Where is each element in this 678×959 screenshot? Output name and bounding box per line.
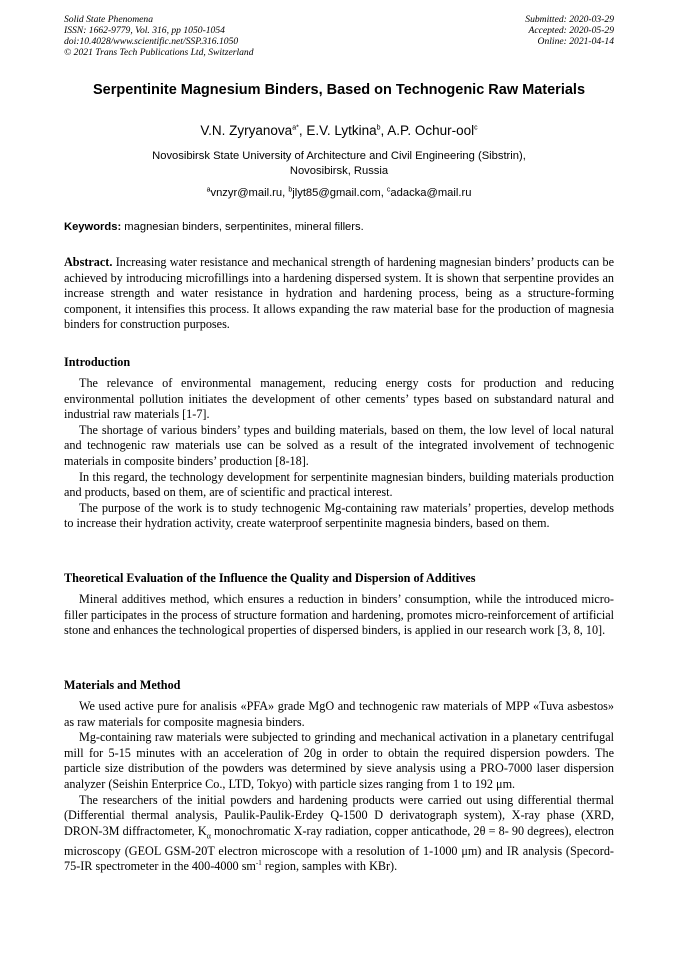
author-name: V.N. Zyryanova bbox=[200, 123, 293, 138]
author-marker: a* bbox=[292, 124, 299, 132]
author-separator: , bbox=[298, 123, 307, 138]
paragraph: The purpose of the work is to study technogenic Mg-containing raw materials’ properties, develop methods to increase their hydration activity, create waterproof serpentinite magnesia binders, based on them. bbox=[64, 500, 614, 531]
submitted-date: Submitted: 2020-03-29 bbox=[525, 14, 614, 25]
author-separator: , bbox=[380, 123, 388, 138]
affiliation-line: Novosibirsk State University of Architecture and Civil Engineering (Sibstrin), bbox=[152, 150, 526, 162]
affiliation bbox=[64, 149, 614, 179]
author-name: E.V. Lytkina bbox=[306, 123, 377, 138]
dates-header bbox=[525, 14, 614, 47]
section-heading-theory: Theoretical Evaluation of the Influence the Quality and Dispersion of Additives bbox=[64, 571, 476, 585]
keywords bbox=[64, 220, 614, 235]
methods-body bbox=[64, 699, 614, 875]
abstract bbox=[64, 255, 614, 333]
keywords-label: Keywords: bbox=[64, 221, 122, 233]
email-marker: a bbox=[206, 186, 211, 194]
section-heading-introduction: Introduction bbox=[64, 355, 131, 369]
text-run: monochromatic X-ray radiation, copper anticathode, 2θ = 8- 90 degrees), electron microscopy (GEOL GSM-20T electron microscope with a resolution of 1-1000 μm) and IR analysis (Specord-75-IR spectrometer in the 400-4000 sm bbox=[64, 823, 614, 874]
theory-body bbox=[64, 592, 614, 639]
abstract-text: Increasing water resistance and mechanical strength of hardening magnesian binders’ products can be achieved by introducing microfillings into a hardening dispersed system. It is shown that serpentine provides an increase strength and water resistance in hydration and hardening process, being as a structure-forming component, it intensifies this process. It allows expanding the raw material base for the production of magnesia binders for construction purposes. bbox=[64, 255, 614, 332]
affiliation-line: Novosibirsk, Russia bbox=[289, 165, 389, 177]
paragraph: Mg-containing raw materials were subjected to grinding and mechanical activation in a planetary centrifugal mill for 5-15 minutes with an acceleration of 20g in order to obtain the required dispersion powders. The particle size distribution of the powders was determined by sieve analysis using a PRO-7000 laser dispersion analyzer (Seishin Enterprice Co., LTD, Tokyo) with particle sizes ranging from 1 to 192 μm. bbox=[64, 730, 614, 791]
abstract-label: Abstract. bbox=[64, 255, 113, 269]
accepted-date: Accepted: 2020-05-29 bbox=[528, 25, 614, 36]
paragraph: We used active pure for analisis «PFA» grade MgO and technogenic raw materials of MPP «Tuva asbestos» as raw materials for composite magnesia binders. bbox=[64, 699, 614, 729]
author-marker: c bbox=[474, 124, 478, 132]
author-emails bbox=[64, 186, 614, 201]
keywords-text: magnesian binders, serpentinites, mineral fillers. bbox=[121, 221, 364, 233]
paragraph bbox=[64, 793, 614, 875]
online-date: Online: 2021-04-14 bbox=[537, 36, 614, 47]
paragraph: In this regard, the technology development for serpentinite magnesian binders, building materials production and products, based on them, are of scientific and practical interest. bbox=[64, 469, 614, 500]
paragraph: The relevance of environmental management, reducing energy costs for production and reducing environmental pollution initiates the development of other cements’ types based on substandard natural and industrial raw materials [1-7]. bbox=[64, 376, 614, 422]
text-run: region, samples with KBr). bbox=[261, 859, 398, 874]
author-marker: b bbox=[376, 124, 381, 132]
paragraph: The shortage of various binders’ types and building materials, based on them, the low level of local natural and technogenic raw materials use can be solved as a result of the integrated involvement of technogenic materials in composite binders’ production [8-18]. bbox=[64, 422, 614, 468]
paragraph: Mineral additives method, which ensures a reduction in binders’ consumption, while the introduced micro-filler participates in the process of structure formation and hardening, promotes micro-reinforcement of artificial stone and enhances the technological properties of dispersed binders, is applied in our research work [3, 8, 10]. bbox=[64, 592, 614, 638]
text-run: The researchers of the initial powders and hardening products were carried out using differential thermal (Differential thermal analysis, Paulik-Paulik-Erdey Q-1500 D derivatograph system), X-ray phase (XRD, DRON-3M diffractometer, K bbox=[64, 792, 614, 838]
issn-line: ISSN: 1662-9779, Vol. 316, pp 1050-1054 bbox=[64, 25, 225, 36]
introduction-body bbox=[64, 376, 614, 532]
subscript: α bbox=[206, 831, 211, 841]
journal-header bbox=[64, 14, 254, 58]
email-link[interactable]: adacka@mail.ru bbox=[390, 187, 472, 199]
doi-line[interactable]: doi:10.4028/www.scientific.net/SSP.316.1050 bbox=[64, 36, 239, 47]
journal-name: Solid State Phenomena bbox=[64, 14, 153, 25]
section-heading-methods: Materials and Method bbox=[64, 678, 181, 692]
author-name: A.P. Ochur-ool bbox=[387, 123, 475, 138]
email-marker: c bbox=[386, 186, 391, 194]
superscript: -1 bbox=[255, 859, 262, 868]
author-list bbox=[64, 122, 614, 140]
email-marker: b bbox=[288, 186, 293, 194]
email-link[interactable]: vnzyr@mail.ru, bbox=[210, 187, 289, 199]
email-link[interactable]: jlyt85@gmail.com, bbox=[292, 187, 387, 199]
paper-title: Serpentinite Magnesium Binders, Based on Technogenic Raw Materials bbox=[92, 82, 586, 98]
copyright-line: © 2021 Trans Tech Publications Ltd, Switzerland bbox=[64, 47, 254, 58]
